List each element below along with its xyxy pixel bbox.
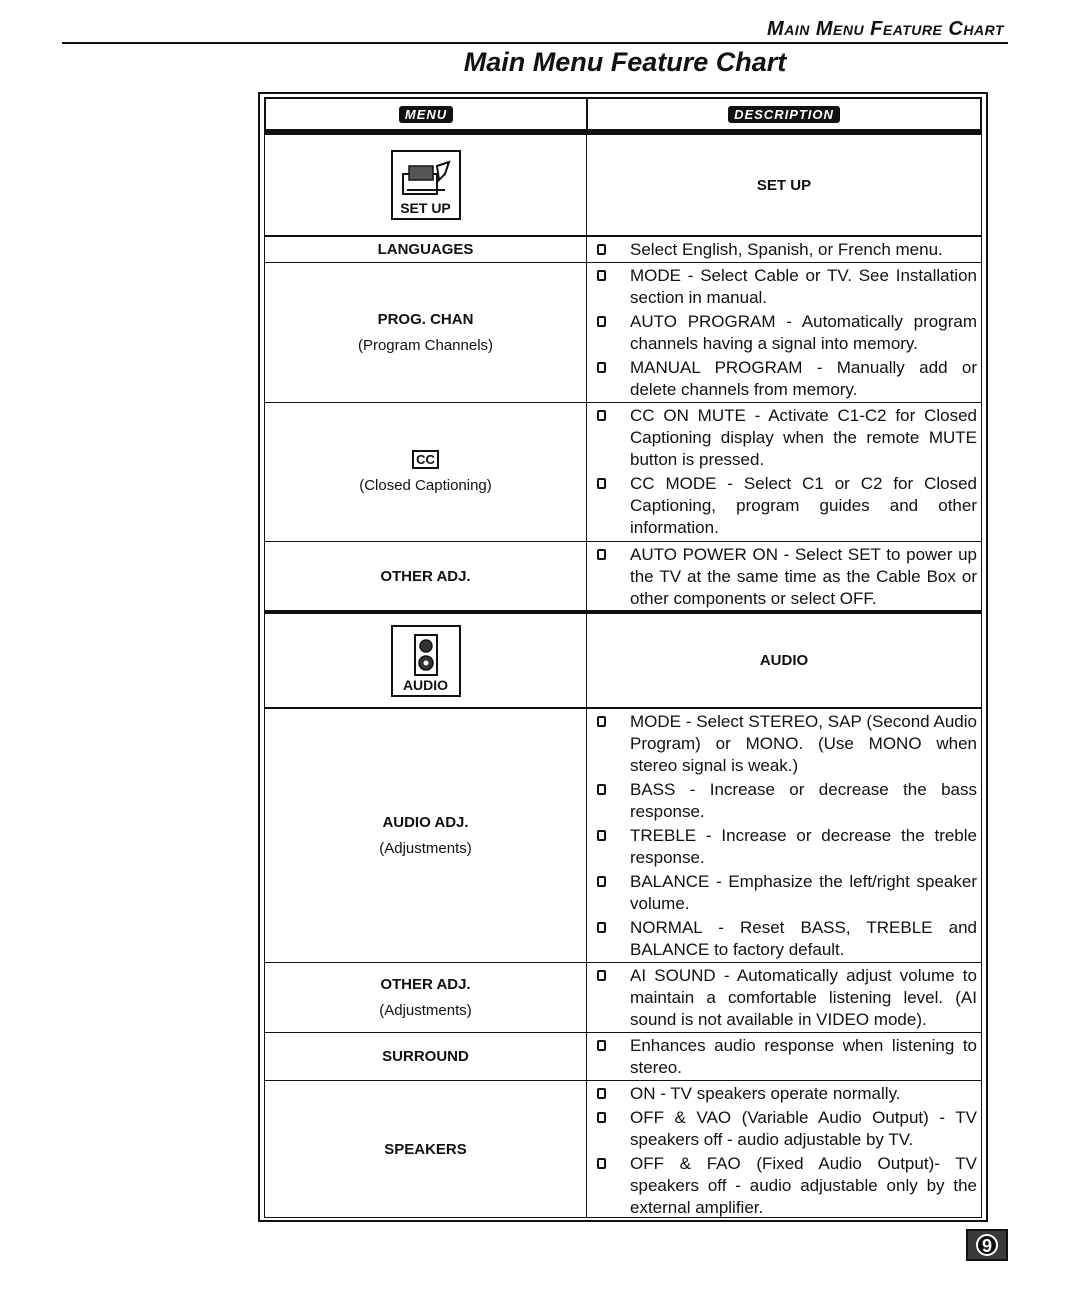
audio-icon-label: AUDIO xyxy=(402,676,449,693)
description-header-label: DESCRIPTION xyxy=(728,106,840,123)
menu-cell xyxy=(265,237,587,262)
checkbox-bullet-icon xyxy=(597,876,606,887)
list-item: Select English, Spanish, or French menu. xyxy=(593,239,977,261)
menu-name: PROG. CHAN xyxy=(377,311,474,328)
checkbox-bullet-icon xyxy=(597,970,606,981)
checkbox-bullet-icon xyxy=(597,716,606,727)
menu-subtitle: (Adjustments) xyxy=(379,1002,472,1019)
table-row xyxy=(264,403,982,542)
feature-chart-table xyxy=(258,92,988,1222)
list-item: MANUAL PROGRAM - Manually add or delete channels from memory. xyxy=(593,357,977,401)
setup-icon-tile xyxy=(391,150,461,220)
table-row xyxy=(264,708,982,963)
list-item: BASS - Increase or decrease the bass response. xyxy=(593,779,977,823)
table-row xyxy=(264,263,982,403)
description-column-header xyxy=(586,97,982,131)
page-title: Main Menu Feature Chart xyxy=(463,47,787,77)
audio-icon-cell xyxy=(265,614,587,707)
speaker-icon xyxy=(413,633,439,677)
menu-cell xyxy=(265,263,587,402)
menu-name: OTHER ADJ. xyxy=(380,976,471,993)
menu-name: LANGUAGES xyxy=(377,241,474,258)
menu-cell xyxy=(265,1081,587,1217)
list-item: TREBLE - Increase or decrease the treble response. xyxy=(593,825,977,869)
checkbox-bullet-icon xyxy=(597,270,606,281)
checkbox-bullet-icon xyxy=(597,549,606,560)
list-item: CC ON MUTE - Activate C1-C2 for Closed Captioning display when the remote MUTE button is pressed. xyxy=(593,405,977,471)
audio-icon-tile xyxy=(391,625,461,697)
checkbox-bullet-icon xyxy=(597,784,606,795)
menu-name: OTHER ADJ. xyxy=(380,567,471,585)
setup-tools-icon xyxy=(399,160,453,200)
page-number: 9 xyxy=(976,1234,998,1256)
setup-icon-label: SET UP xyxy=(400,200,451,216)
menu-subtitle: (Program Channels) xyxy=(357,337,494,354)
menu-cell xyxy=(265,709,587,962)
menu-column-header xyxy=(264,97,588,131)
audio-section-row xyxy=(264,614,982,708)
setup-section-row xyxy=(264,135,982,236)
audio-section-title: AUDIO xyxy=(759,652,809,669)
description-cell xyxy=(587,709,981,962)
list-item: Enhances audio response when listening to stereo. xyxy=(593,1035,977,1079)
menu-subtitle: (Closed Captioning) xyxy=(359,477,492,494)
table-row xyxy=(264,542,982,611)
closed-caption-icon: CC xyxy=(412,450,439,469)
list-item: AI SOUND - Automatically adjust volume to maintain a comfortable listening level. (AI sound is not available in VIDEO mode). xyxy=(593,965,977,1031)
setup-title-cell xyxy=(587,135,981,235)
description-cell xyxy=(587,237,981,262)
list-item: BALANCE - Emphasize the left/right speaker volume. xyxy=(593,871,977,915)
page-number-badge xyxy=(966,1229,1008,1261)
setup-section-title: SET UP xyxy=(756,176,812,194)
checkbox-bullet-icon xyxy=(597,830,606,841)
table-row xyxy=(264,1033,982,1081)
description-cell xyxy=(587,1033,981,1080)
checkbox-bullet-icon xyxy=(597,1158,606,1169)
list-item: AUTO PROGRAM - Automatically program channels having a signal into memory. xyxy=(593,311,977,355)
list-item: CC MODE - Select C1 or C2 for Closed Captioning, program guides and other information. xyxy=(593,473,977,539)
table-row xyxy=(264,236,982,263)
list-item: OFF & FAO (Fixed Audio Output)- TV speakers off - audio adjustable only by the external amplifier. xyxy=(593,1153,977,1219)
list-item: OFF & VAO (Variable Audio Output) - TV speakers off - audio adjustable by TV. xyxy=(593,1107,977,1151)
menu-header-label: MENU xyxy=(399,106,453,123)
menu-name: AUDIO ADJ. xyxy=(382,814,469,831)
menu-cell xyxy=(265,542,587,610)
description-cell xyxy=(587,542,981,610)
list-item: NORMAL - Reset BASS, TREBLE and BALANCE to factory default. xyxy=(593,917,977,961)
checkbox-bullet-icon xyxy=(597,478,606,489)
checkbox-bullet-icon xyxy=(597,362,606,373)
list-item: AUTO POWER ON - Select SET to power up the TV at the same time as the Cable Box or other components or select OFF. xyxy=(593,544,977,610)
description-cell xyxy=(587,1081,981,1217)
audio-title-cell xyxy=(587,614,981,707)
checkbox-bullet-icon xyxy=(597,1040,606,1051)
list-item: ON - TV speakers operate normally. xyxy=(593,1083,977,1105)
checkbox-bullet-icon xyxy=(597,922,606,933)
menu-cell xyxy=(265,1033,587,1080)
menu-name: SPEAKERS xyxy=(384,1140,467,1158)
table-row xyxy=(264,1081,982,1218)
menu-cell xyxy=(265,403,587,541)
menu-cell xyxy=(265,963,587,1032)
list-item: MODE - Select STEREO, SAP (Second Audio Program) or MONO. (Use MONO when stereo signal is weak.) xyxy=(593,711,977,777)
checkbox-bullet-icon xyxy=(597,1088,606,1099)
menu-subtitle: (Adjustments) xyxy=(379,840,472,857)
checkbox-bullet-icon xyxy=(597,410,606,421)
list-item: MODE - Select Cable or TV. See Installation section in manual. xyxy=(593,265,977,309)
checkbox-bullet-icon xyxy=(597,1112,606,1123)
menu-name: SURROUND xyxy=(382,1048,469,1065)
checkbox-bullet-icon xyxy=(597,316,606,327)
checkbox-bullet-icon xyxy=(597,244,606,255)
header-rule xyxy=(62,42,1008,44)
running-header: Main Menu Feature Chart xyxy=(767,18,1004,40)
description-cell xyxy=(587,263,981,402)
description-cell xyxy=(587,403,981,541)
table-row xyxy=(264,963,982,1033)
setup-icon-cell xyxy=(265,135,587,235)
description-cell xyxy=(587,963,981,1032)
